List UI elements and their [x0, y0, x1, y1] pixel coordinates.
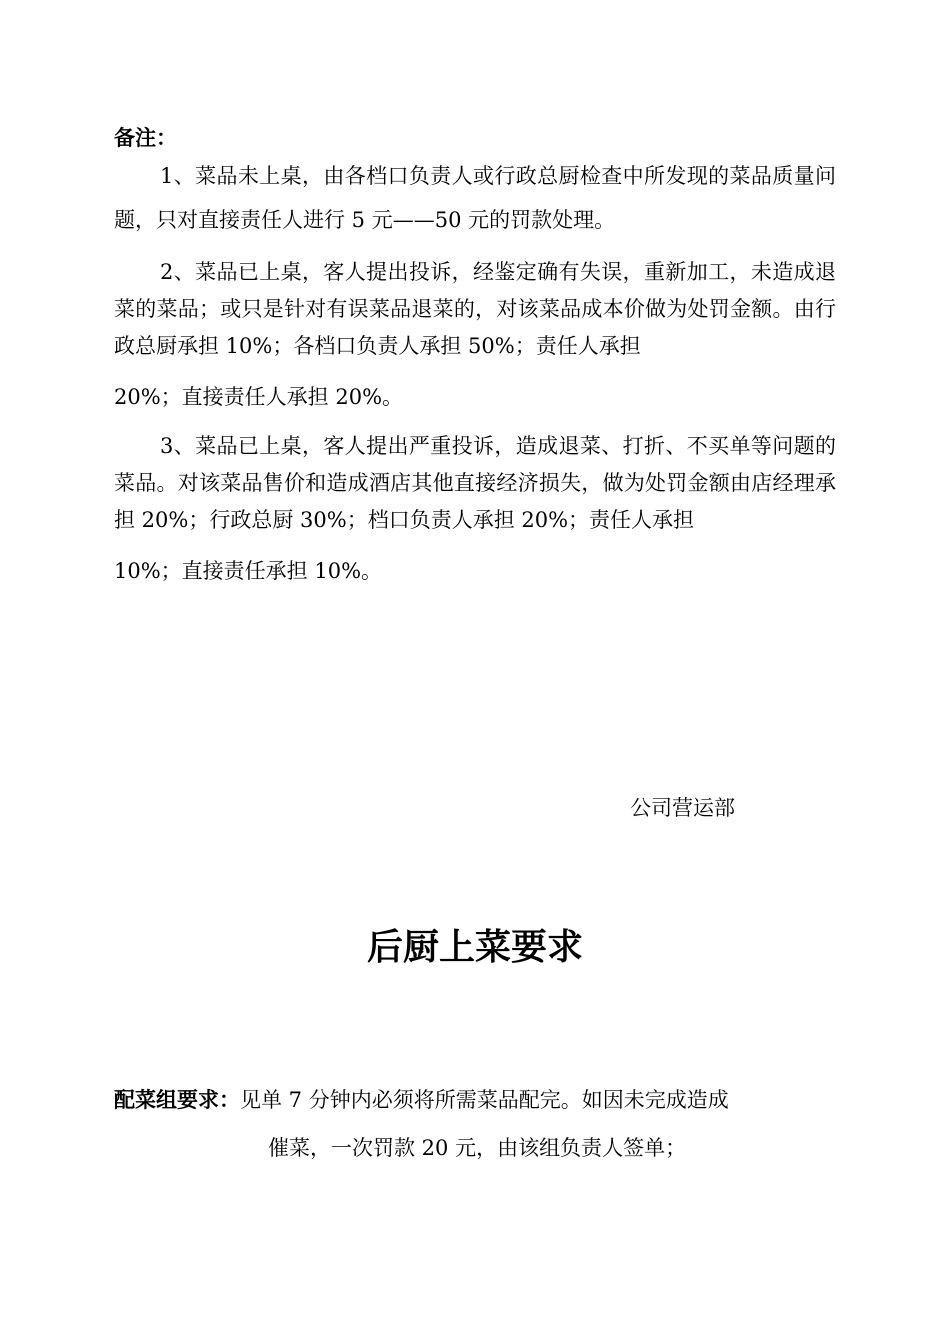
requirement-text-1: 见单 7 分钟内必须将所需菜品配完。如因未完成造成 — [240, 1088, 729, 1112]
requirement-line-2: 催菜，一次罚款 20 元，由该组负责人签单； — [268, 1136, 687, 1160]
requirement-line-1 — [114, 1076, 836, 1124]
requirement-label: 配菜组要求： — [114, 1087, 240, 1112]
note-item-3-tail: 10%；直接责任承担 10%。 — [114, 559, 383, 583]
requirement-paragraph — [114, 1076, 836, 1172]
note-item-2-tail: 20%；直接责任人承担 20%。 — [114, 385, 404, 409]
notes-heading: 备注： — [114, 125, 177, 150]
signature: 公司营运部 — [630, 796, 735, 820]
note-item-1: 1、菜品未上桌，由各档口负责人或行政总厨检查中所发现的菜品质量问题，只对直接责任人进行 5 元——50 元的罚款处理。 — [114, 164, 836, 232]
section-title: 后厨上菜要求 — [366, 926, 583, 968]
note-item-2: 2、菜品已上桌，客人提出投诉，经鉴定确有失误，重新加工，未造成退菜的菜品；或只是针对有误菜品退菜的，对该菜品成本价做为处罚金额。由行政总厨承担 10%；各档口负责人承担 50%；责任人承担 — [114, 260, 836, 358]
note-item-3: 3、菜品已上桌，客人提出严重投诉，造成退菜、打折、不买单等问题的菜品。对该菜品售价和造成酒店其他直接经济损失，做为处罚金额由店经理承担 20%；行政总厨 30%；档口负责人承担 20%；责任人承担 — [114, 434, 836, 532]
